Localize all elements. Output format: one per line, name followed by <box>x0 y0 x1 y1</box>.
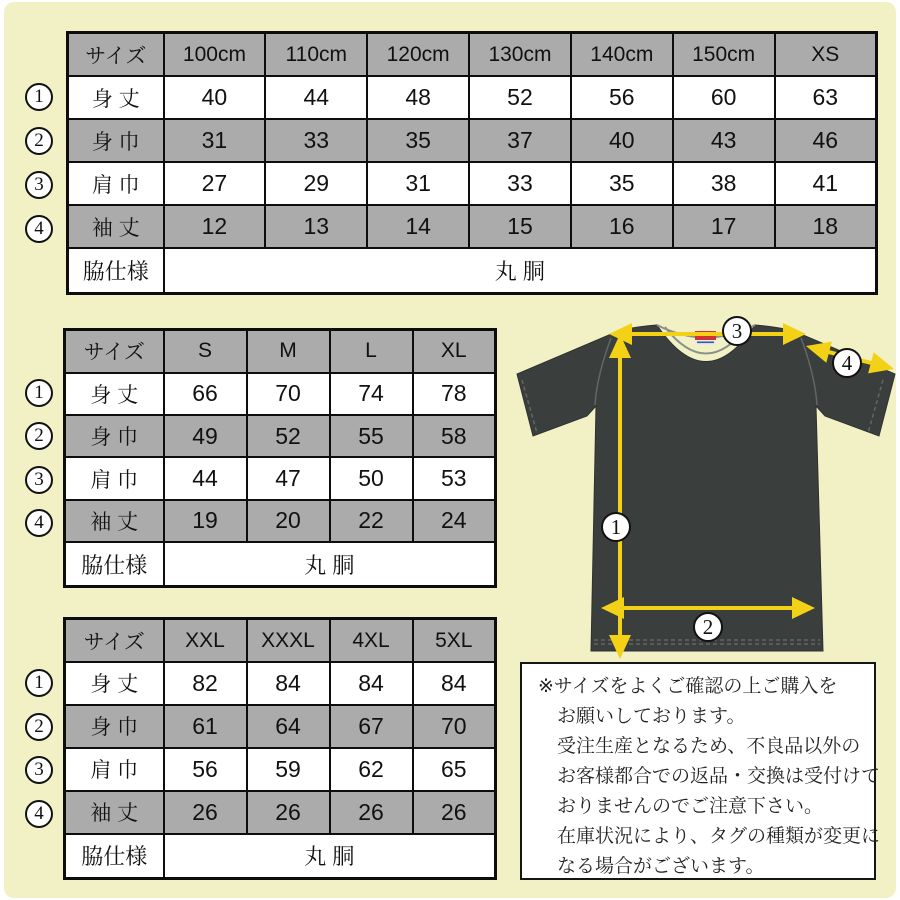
measure-number-badge: 4 <box>832 348 862 378</box>
size-value: 74 <box>330 373 413 415</box>
size-header: サイズ <box>65 330 164 373</box>
adult-size-table <box>63 328 497 588</box>
table-row <box>65 500 496 542</box>
row-label: 身 巾 <box>68 119 164 162</box>
side-spec-value: 丸 胴 <box>164 542 496 586</box>
notice-line: 在庫状況により、タグの種類が変更に <box>557 826 881 847</box>
notice-line: お客様都合での返品・交換は受付けて <box>557 766 881 787</box>
size-value: 17 <box>673 205 775 248</box>
notice-line: 受注生産となるため、不良品以外の <box>557 736 861 757</box>
side-spec-label: 脇仕様 <box>65 542 164 586</box>
size-value: 19 <box>164 500 247 542</box>
size-value: 33 <box>469 162 571 205</box>
size-value: 27 <box>164 162 266 205</box>
column-header: 110cm <box>265 33 367 77</box>
size-value: 70 <box>413 705 496 748</box>
size-value: 38 <box>673 162 775 205</box>
measure-number-badge: 1 <box>25 379 53 407</box>
size-value: 31 <box>367 162 469 205</box>
size-value: 35 <box>571 162 673 205</box>
notice-line: お願いしております。 <box>557 706 746 727</box>
plus-size-table <box>63 617 497 880</box>
table-row <box>65 705 496 748</box>
size-value: 37 <box>469 119 571 162</box>
measure-number-badge: 3 <box>25 466 53 494</box>
column-header: XL <box>413 330 496 373</box>
size-value: 33 <box>265 119 367 162</box>
adult-size-table-wrap <box>63 328 497 588</box>
row-label: 袖 丈 <box>65 500 164 542</box>
header-row <box>65 619 496 663</box>
size-value: 29 <box>265 162 367 205</box>
measure-number-badge: 3 <box>722 316 752 346</box>
table-row <box>68 119 877 162</box>
row-label: 身 巾 <box>65 705 164 748</box>
side-spec-row <box>65 834 496 879</box>
size-value: 56 <box>164 748 247 791</box>
column-header: L <box>330 330 413 373</box>
column-header: 4XL <box>330 619 413 663</box>
size-value: 84 <box>413 662 496 705</box>
measure-number-badge: 3 <box>25 756 53 784</box>
size-value: 65 <box>413 748 496 791</box>
row-label: 肩 巾 <box>65 457 164 499</box>
measure-number-badge: 2 <box>25 422 53 450</box>
size-value: 52 <box>469 76 571 119</box>
size-value: 56 <box>571 76 673 119</box>
table-row <box>68 162 877 205</box>
column-header: 5XL <box>413 619 496 663</box>
size-value: 82 <box>164 662 247 705</box>
column-header: 150cm <box>673 33 775 77</box>
measure-number-badge: 2 <box>693 612 723 642</box>
size-value: 22 <box>330 500 413 542</box>
size-value: 55 <box>330 415 413 457</box>
notice-line: ※サイズをよくご確認の上ご購入を <box>538 676 838 697</box>
table-row <box>68 205 877 248</box>
size-value: 35 <box>367 119 469 162</box>
size-value: 59 <box>247 748 330 791</box>
measure-number-badge: 4 <box>25 800 53 828</box>
size-value: 70 <box>247 373 330 415</box>
side-spec-row <box>65 542 496 586</box>
column-header: 130cm <box>469 33 571 77</box>
row-label: 袖 丈 <box>68 205 164 248</box>
table-row <box>65 748 496 791</box>
size-value: 41 <box>775 162 877 205</box>
size-value: 60 <box>673 76 775 119</box>
size-value: 26 <box>164 791 247 834</box>
row-label: 身 丈 <box>68 76 164 119</box>
row-label: 肩 巾 <box>65 748 164 791</box>
size-value: 49 <box>164 415 247 457</box>
table-row <box>68 76 877 119</box>
size-value: 58 <box>413 415 496 457</box>
row-label: 袖 丈 <box>65 791 164 834</box>
header-row <box>68 33 877 77</box>
row-label: 肩 巾 <box>68 162 164 205</box>
size-value: 63 <box>775 76 877 119</box>
size-value: 43 <box>673 119 775 162</box>
column-header: XS <box>775 33 877 77</box>
size-value: 66 <box>164 373 247 415</box>
size-value: 64 <box>247 705 330 748</box>
size-value: 67 <box>330 705 413 748</box>
size-value: 44 <box>164 457 247 499</box>
size-value: 40 <box>571 119 673 162</box>
size-value: 16 <box>571 205 673 248</box>
size-value: 26 <box>247 791 330 834</box>
column-header: XXL <box>164 619 247 663</box>
table-row <box>65 415 496 457</box>
size-value: 26 <box>413 791 496 834</box>
row-label: 身 丈 <box>65 373 164 415</box>
column-header: XXXL <box>247 619 330 663</box>
column-header: 100cm <box>164 33 266 77</box>
size-value: 44 <box>265 76 367 119</box>
measure-number-badge: 1 <box>25 83 53 111</box>
table-row <box>65 457 496 499</box>
size-value: 84 <box>247 662 330 705</box>
size-value: 15 <box>469 205 571 248</box>
measure-number-badge: 2 <box>25 713 53 741</box>
size-value: 13 <box>265 205 367 248</box>
size-value: 48 <box>367 76 469 119</box>
side-spec-row <box>68 248 877 293</box>
column-header: M <box>247 330 330 373</box>
size-value: 26 <box>330 791 413 834</box>
notice-line: なる場合がございます。 <box>557 856 765 877</box>
kids-size-table <box>66 31 878 295</box>
header-row <box>65 330 496 373</box>
side-spec-label: 脇仕様 <box>65 834 164 879</box>
size-value: 62 <box>330 748 413 791</box>
kids-size-table-wrap <box>66 31 878 295</box>
size-value: 20 <box>247 500 330 542</box>
size-value: 78 <box>413 373 496 415</box>
size-header: サイズ <box>65 619 164 663</box>
size-value: 12 <box>164 205 266 248</box>
size-value: 18 <box>775 205 877 248</box>
measure-number-badge: 4 <box>25 215 53 243</box>
size-value: 24 <box>413 500 496 542</box>
column-header: 140cm <box>571 33 673 77</box>
size-value: 52 <box>247 415 330 457</box>
measure-number-badge: 2 <box>25 127 53 155</box>
measure-number-badge: 1 <box>25 669 53 697</box>
size-value: 47 <box>247 457 330 499</box>
measure-number-badge: 4 <box>25 509 53 537</box>
table-row <box>65 662 496 705</box>
column-header: S <box>164 330 247 373</box>
size-value: 40 <box>164 76 266 119</box>
size-value: 14 <box>367 205 469 248</box>
size-value: 31 <box>164 119 266 162</box>
size-value: 46 <box>775 119 877 162</box>
row-label: 身 巾 <box>65 415 164 457</box>
side-spec-value: 丸 胴 <box>164 248 877 293</box>
measure-number-badge: 1 <box>601 512 631 542</box>
notice-box <box>520 662 881 880</box>
side-spec-value: 丸 胴 <box>164 834 496 879</box>
side-spec-label: 脇仕様 <box>68 248 164 293</box>
table-row <box>65 791 496 834</box>
column-header: 120cm <box>367 33 469 77</box>
size-value: 84 <box>330 662 413 705</box>
measure-number-badge: 3 <box>25 171 53 199</box>
size-value: 53 <box>413 457 496 499</box>
size-value: 61 <box>164 705 247 748</box>
row-label: 身 丈 <box>65 662 164 705</box>
notice-line: おりませんのでご注意下さい。 <box>557 796 824 817</box>
plus-size-table-wrap <box>63 617 497 880</box>
size-value: 50 <box>330 457 413 499</box>
table-row <box>65 373 496 415</box>
size-header: サイズ <box>68 33 164 77</box>
